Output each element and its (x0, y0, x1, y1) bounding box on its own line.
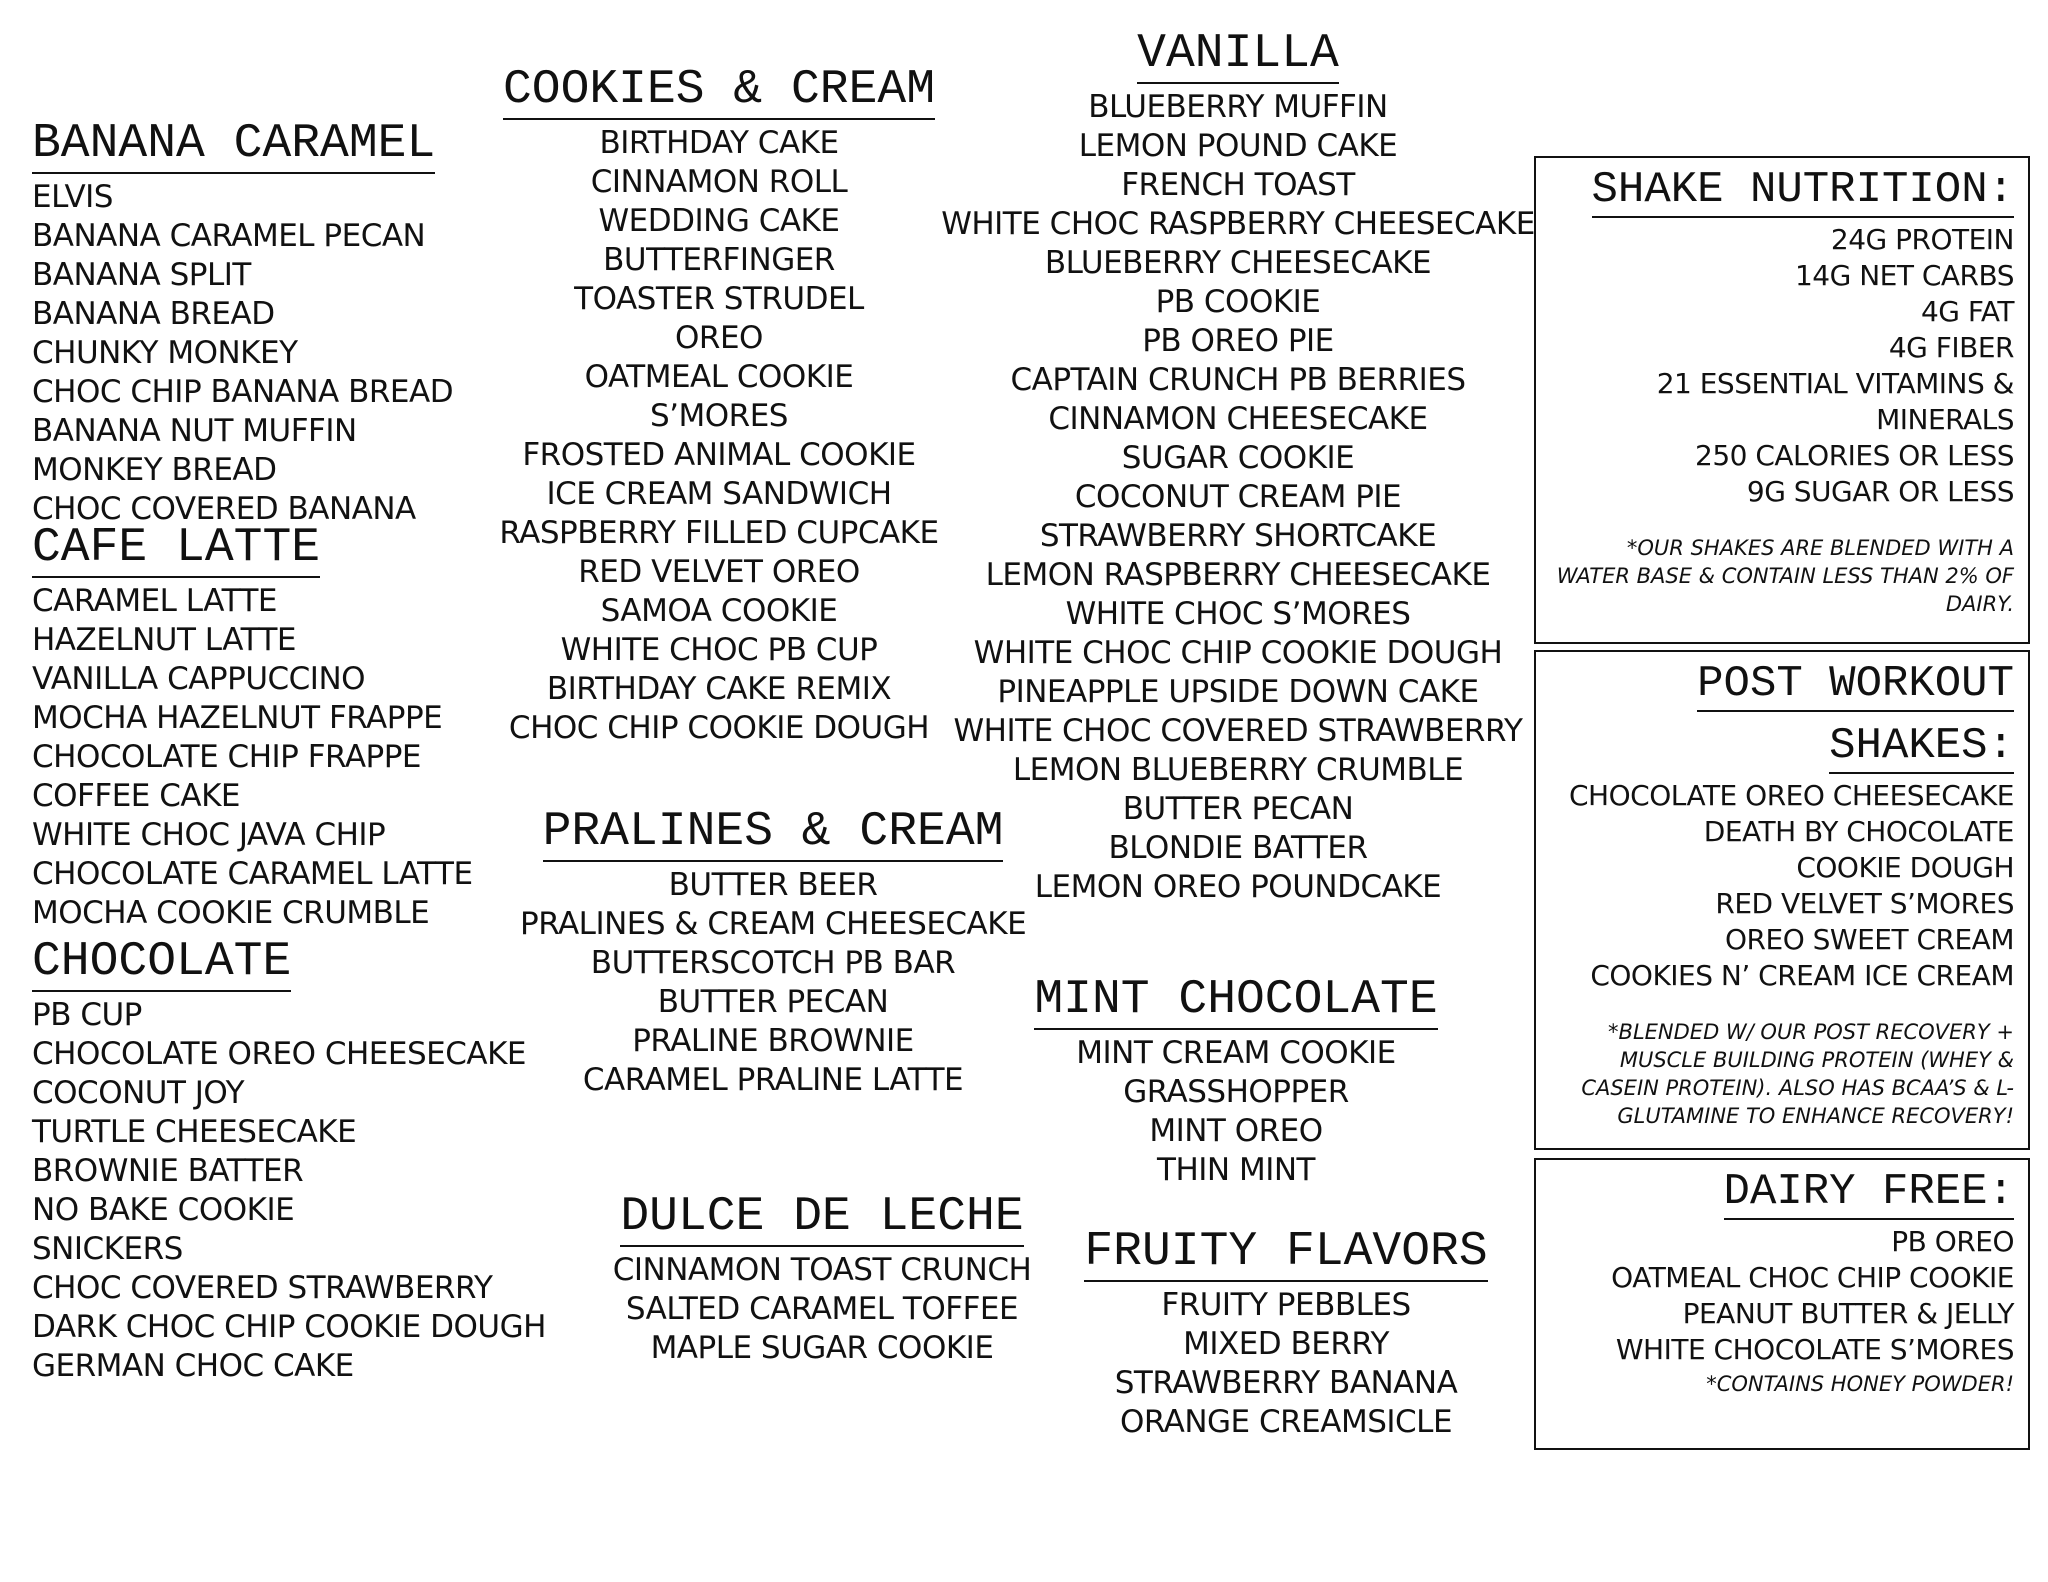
list-item: CHOCOLATE OREO CHEESECAKE (1569, 779, 2014, 812)
section-title: BANANA CARAMEL (32, 120, 435, 174)
list-item: COCONUT JOY (32, 1075, 245, 1111)
list-item: MINERALS (1876, 403, 2014, 436)
list-item: CHOC CHIP COOKIE DOUGH (508, 710, 930, 746)
list-item: MOCHA COOKIE CRUMBLE (32, 895, 430, 931)
box-post-workout (1534, 650, 2030, 1150)
list-item: PINEAPPLE UPSIDE DOWN CAKE (997, 674, 1479, 710)
list-item: PB COOKIE (1155, 284, 1321, 320)
list-item: 24G PROTEIN (1830, 223, 2014, 256)
list-item: CAPTAIN CRUNCH PB BERRIES (1010, 362, 1466, 398)
list-item: STRAWBERRY SHORTCAKE (1039, 518, 1437, 554)
list-item: ELVIS (32, 179, 113, 215)
list-item: MINT OREO (1149, 1113, 1323, 1149)
list-item: CHOCOLATE CHIP FRAPPE (32, 739, 422, 775)
list-item: CHOCOLATE CARAMEL LATTE (32, 856, 473, 892)
flavor-list (32, 582, 473, 933)
list-item: BIRTHDAY CAKE REMIX (546, 671, 892, 707)
list-item: NO BAKE COOKIE (32, 1192, 295, 1228)
list-item: BANANA NUT MUFFIN (32, 413, 357, 449)
list-item: FRUITY PEBBLES (1161, 1287, 1411, 1323)
list-item: COFFEE CAKE (32, 778, 241, 814)
section-title: CAFE LATTE (32, 524, 320, 578)
list-item: MOCHA HAZELNUT FRAPPE (32, 700, 443, 736)
list-item: BUTTER PECAN (657, 984, 889, 1020)
section-chocolate (32, 935, 546, 1386)
list-item: CHOC CHIP BANANA BREAD (32, 374, 454, 410)
list-item: DARK CHOC CHIP COOKIE DOUGH (32, 1309, 546, 1345)
list-item: PB OREO PIE (1142, 323, 1334, 359)
list-item: LEMON BLUEBERRY CRUMBLE (1012, 752, 1464, 788)
list-item: TOASTER STRUDEL (574, 281, 864, 317)
list-item: WHITE CHOC RASPBERRY CHEESECAKE (941, 206, 1535, 242)
list-item: SUGAR COOKIE (1121, 440, 1355, 476)
list-item: THIN MINT (1157, 1152, 1315, 1188)
section-title: PRALINES & CREAM (543, 808, 1004, 862)
list-item: WHITE CHOC JAVA CHIP (32, 817, 386, 853)
list-item: PB CUP (32, 997, 142, 1033)
list-item: OREO SWEET CREAM (1725, 923, 2014, 956)
dairy-free-list (1550, 1224, 2014, 1368)
list-item: DEATH BY CHOCOLATE (1703, 815, 2014, 848)
list-item: BANANA BREAD (32, 296, 275, 332)
section-banana-caramel (32, 117, 454, 529)
section-dulce-de-leche (594, 1190, 1050, 1368)
list-item: WHITE CHOC S’MORES (1065, 596, 1411, 632)
list-item: S’MORES (650, 398, 788, 434)
list-item: FRENCH TOAST (1121, 167, 1355, 203)
nutrition-list (1550, 222, 2014, 510)
box-title: SHAKE NUTRITION: (1592, 168, 2014, 218)
list-item: GRASSHOPPER (1123, 1074, 1349, 1110)
flavor-list (32, 996, 546, 1386)
list-item: PRALINES & CREAM CHEESECAKE (520, 906, 1027, 942)
list-item: GERMAN CHOC CAKE (32, 1348, 354, 1384)
list-item: BUTTERFINGER (603, 242, 835, 278)
section-cookies-cream (474, 63, 964, 748)
list-item: 250 CALORIES OR LESS (1695, 439, 2014, 472)
list-item: WHITE CHOCOLATE S’MORES (1615, 1333, 2014, 1366)
list-item: OATMEAL COOKIE (584, 359, 854, 395)
section-title: VANILLA (1137, 30, 1339, 84)
list-item: BUTTER PECAN (1122, 791, 1354, 827)
list-item: RASPBERRY FILLED CUPCAKE (499, 515, 939, 551)
section-fruity-flavors (1066, 1225, 1506, 1442)
section-mint-chocolate (1010, 973, 1462, 1190)
section-cafe-latte (32, 521, 473, 933)
list-item: CINNAMON TOAST CRUNCH (612, 1252, 1032, 1288)
list-item: ORANGE CREAMSICLE (1119, 1404, 1453, 1440)
section-title: MINT CHOCOLATE (1034, 976, 1437, 1030)
list-item: CINNAMON ROLL (590, 164, 848, 200)
box-note: *BLENDED W/ OUR POST RECOVERY + MUSCLE BUILDING PROTEIN (WHEY & CASEIN PROTEIN). ALSO HAS BCAA’S & L-GLUTAMINE TO ENHANCE RECOVERY! (1581, 1020, 2014, 1128)
section-title: COOKIES & CREAM (503, 66, 935, 120)
box-title: DAIRY FREE: (1724, 1170, 2014, 1220)
list-item: BIRTHDAY CAKE (599, 125, 839, 161)
list-item: COOKIES N’ CREAM ICE CREAM (1590, 959, 2014, 992)
list-item: SAMOA COOKIE (600, 593, 838, 629)
list-item: OATMEAL CHOC CHIP COOKIE (1611, 1261, 2014, 1294)
list-item: MONKEY BREAD (32, 452, 277, 488)
list-item: CHOC COVERED BANANA (32, 491, 416, 527)
box-shake-nutrition (1534, 156, 2030, 644)
list-item: WHITE CHOC PB CUP (560, 632, 878, 668)
list-item: HAZELNUT LATTE (32, 622, 296, 658)
section-title: CHOCOLATE (32, 938, 291, 992)
list-item: COCONUT CREAM PIE (1074, 479, 1402, 515)
box-note: *OUR SHAKES ARE BLENDED WITH A WATER BASE & CONTAIN LESS THAN 2% OF DAIRY. (1556, 536, 2014, 616)
box-note: *CONTAINS HONEY POWDER! (1706, 1372, 2014, 1396)
flavor-list (474, 124, 964, 748)
list-item: TURTLE CHEESECAKE (32, 1114, 357, 1150)
list-item: LEMON OREO POUNDCAKE (1034, 869, 1442, 905)
flavor-list (928, 88, 1548, 907)
list-item: CARAMEL PRALINE LATTE (582, 1062, 964, 1098)
list-item: CHUNKY MONKEY (32, 335, 298, 371)
list-item: BROWNIE BATTER (32, 1153, 304, 1189)
list-item: CHOC COVERED STRAWBERRY (32, 1270, 493, 1306)
box-title-line2: SHAKES: (1829, 724, 2014, 774)
list-item: BANANA SPLIT (32, 257, 251, 293)
list-item: 4G FIBER (1888, 331, 2014, 364)
list-item: OREO (675, 320, 763, 356)
list-item: BANANA CARAMEL PECAN (32, 218, 426, 254)
list-item: LEMON POUND CAKE (1078, 128, 1398, 164)
list-item: WHITE CHOC CHIP COOKIE DOUGH (973, 635, 1503, 671)
list-item: CINNAMON CHEESECAKE (1048, 401, 1428, 437)
list-item: BUTTER BEER (668, 867, 878, 903)
list-item: WEDDING CAKE (598, 203, 840, 239)
list-item: RED VELVET OREO (578, 554, 860, 590)
list-item: RED VELVET S’MORES (1715, 887, 2014, 920)
box-title-line1: POST WORKOUT (1697, 662, 2014, 712)
list-item: LEMON RASPBERRY CHEESECAKE (985, 557, 1491, 593)
list-item: 14G NET CARBS (1794, 259, 2014, 292)
list-item: BLUEBERRY MUFFIN (1088, 89, 1388, 125)
flavor-list (32, 178, 453, 529)
list-item: MINT CREAM COOKIE (1076, 1035, 1396, 1071)
list-item: MAPLE SUGAR COOKIE (650, 1330, 994, 1366)
flavor-list (594, 1251, 1050, 1368)
list-item: WHITE CHOC COVERED STRAWBERRY (953, 713, 1523, 749)
post-workout-list (1550, 778, 2014, 994)
list-item: ICE CREAM SANDWICH (546, 476, 892, 512)
list-item: VANILLA CAPPUCCINO (32, 661, 366, 697)
list-item: PRALINE BROWNIE (632, 1023, 914, 1059)
flavor-list (1010, 1034, 1462, 1190)
section-title: FRUITY FLAVORS (1084, 1228, 1487, 1282)
section-vanilla (928, 27, 1548, 907)
box-dairy-free (1534, 1158, 2030, 1450)
list-item: BLUEBERRY CHEESECAKE (1044, 245, 1432, 281)
list-item: 9G SUGAR OR LESS (1746, 475, 2014, 508)
list-item: CHOCOLATE OREO CHEESECAKE (32, 1036, 527, 1072)
list-item: STRAWBERRY BANANA (1114, 1365, 1458, 1401)
list-item: 21 ESSENTIAL VITAMINS & (1656, 367, 2014, 400)
list-item: COOKIE DOUGH (1796, 851, 2014, 884)
flavor-list (1066, 1286, 1506, 1442)
list-item: CARAMEL LATTE (32, 583, 277, 619)
section-title: DULCE DE LECHE (620, 1193, 1023, 1247)
list-item: FROSTED ANIMAL COOKIE (522, 437, 916, 473)
list-item: SALTED CARAMEL TOFFEE (625, 1291, 1019, 1327)
list-item: BUTTERSCOTCH PB BAR (590, 945, 956, 981)
list-item: SNICKERS (32, 1231, 183, 1267)
list-item: BLONDIE BATTER (1108, 830, 1368, 866)
list-item: 4G FAT (1920, 295, 2014, 328)
list-item: PEANUT BUTTER & JELLY (1682, 1297, 2014, 1330)
list-item: PB OREO (1891, 1225, 2014, 1258)
list-item: MIXED BERRY (1183, 1326, 1389, 1362)
